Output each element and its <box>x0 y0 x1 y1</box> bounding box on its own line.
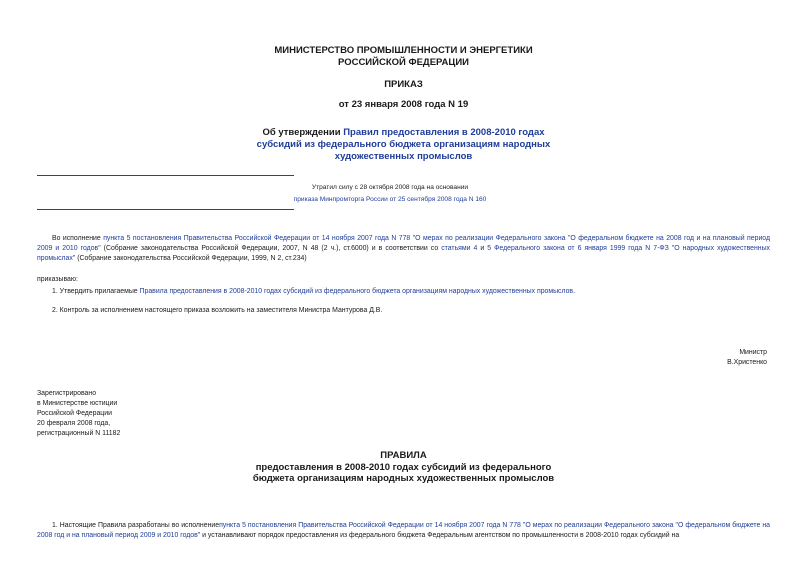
date-number: от 23 января 2008 года N 19 <box>338 99 469 110</box>
item-1-text: 1. Утвердить прилагаемые <box>52 288 140 295</box>
title-link-3[interactable]: художественных промыслов <box>334 151 473 162</box>
preamble-text-3: и <box>477 245 488 252</box>
rules-p1-text-1: 1. Настоящие Правила разработаны во исполнение <box>52 522 220 529</box>
title-link-2[interactable]: субсидий из федерального бюджета организациям народных <box>256 139 551 150</box>
divider-top <box>37 175 294 176</box>
divider-bottom <box>37 209 294 210</box>
rules-p1-text-2: и устанавливают порядок предоставления из федерального бюджета Федеральным агентством по промышленности в 2008-2010 годах субсидий на <box>200 532 680 539</box>
item-2: 2. Контроль за исполнением настоящего приказа возложить на заместителя Министра Мантурова Д.В. <box>52 307 383 314</box>
registration-line-4: 20 февраля 2008 года, <box>37 420 111 427</box>
rules-paragraph-1 <box>37 521 770 541</box>
status-note-link[interactable]: приказа Минпромторга России от 25 сентября 2008 года N 160 <box>293 196 487 203</box>
preamble-paragraph <box>37 234 770 264</box>
ministry-line-2: РОССИЙСКОЙ ФЕДЕРАЦИИ <box>337 57 469 68</box>
order-word: приказываю: <box>37 276 78 283</box>
title-prefix: Об утверждении <box>262 127 344 138</box>
item-1-period: . <box>573 288 576 295</box>
preamble-text-1: Во исполнение <box>52 235 104 242</box>
registration-line-5: регистрационный N 11182 <box>37 430 121 437</box>
registration-line-2: в Министерстве юстиции <box>37 400 118 407</box>
signature-position: Министр <box>739 349 767 356</box>
signature-name: В.Христенко <box>727 359 767 366</box>
rules-subtitle-line-1: предоставления в 2008-2010 годах субсидий из федерального <box>255 462 552 473</box>
ministry-line-1: МИНИСТЕРСТВО ПРОМЫШЛЕННОСТИ И ЭНЕРГЕТИКИ <box>274 45 533 56</box>
preamble-text-2: (Собрание законодательства Российской Федерации, 2007, N 48 (2 ч.), ст.6000) и в соответствии со <box>100 245 442 252</box>
item-1-rules-link[interactable]: Правила предоставления в 2008-2010 годах субсидий из федерального бюджета организациям народных художественных промыслов <box>139 288 574 295</box>
preamble-link-article-4[interactable]: статьями 4 <box>441 245 478 252</box>
doc-title-line-1 <box>0 127 807 139</box>
preamble-link-decree[interactable]: пункта 5 постановления Правительства Российской Федерации от 14 ноября 2007 года N 778 "О мерах по реализации Федерального закона "О федеральном бюджете на 2008 год и на плановый период 2009 и 2010 годов" <box>37 235 770 252</box>
title-link-1[interactable]: Правил предоставления в 2008-2010 годах <box>343 127 545 138</box>
registration-line-1: Зарегистрировано <box>37 390 97 397</box>
rules-heading: ПРАВИЛА <box>380 450 427 461</box>
rules-subtitle-line-2: бюджета организациям народных художественных промыслов <box>252 473 555 484</box>
preamble-text-4: (Собрание законодательства Российской Федерации, 1999, N 2, ст.234) <box>75 255 307 262</box>
status-note-text: Утратил силу с 28 октября 2008 года на основании <box>311 184 469 191</box>
doc-type: ПРИКАЗ <box>384 79 423 90</box>
item-1 <box>37 287 770 297</box>
rules-p1-link-decree[interactable]: пункта 5 постановления Правительства Российской Федерации от 14 ноября 2007 года N 778 "О мерах по реализации Федерального закона "О федеральном бюджете на 2008 год и на плановый период 2009 и 2010 годов" <box>37 522 770 539</box>
registration-line-3: Российской Федерации <box>37 410 112 417</box>
preamble-link-law[interactable]: 5 Федерального закона от 6 января 1999 года N 7-ФЗ "О народных художественных промыслах" <box>37 245 770 262</box>
